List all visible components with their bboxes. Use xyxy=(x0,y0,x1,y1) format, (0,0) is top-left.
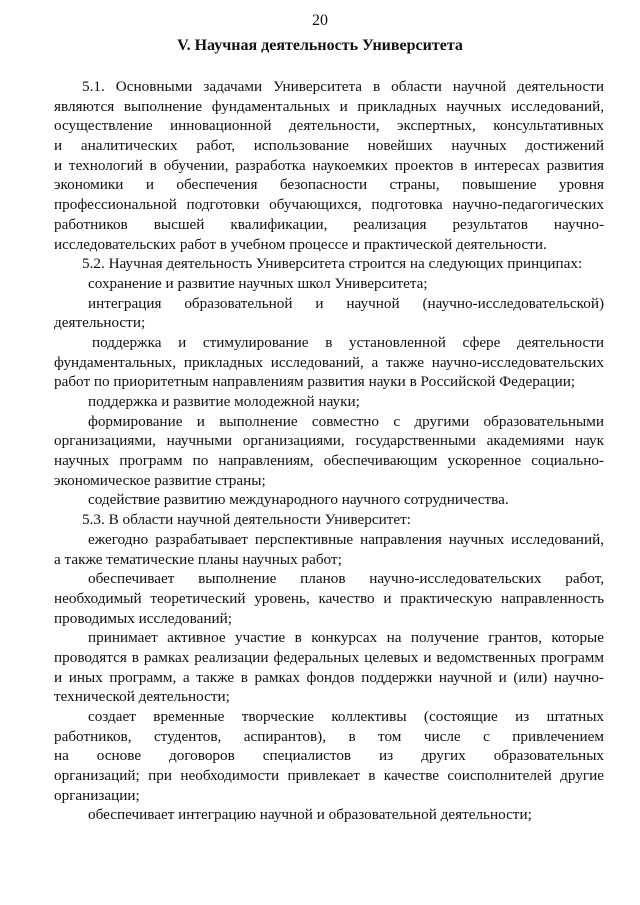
text-line: ежегодно разрабатывает перспективные направления научных исследований, xyxy=(88,530,604,548)
text-line: поддержка и развитие молодежной науки; xyxy=(88,393,360,410)
text-line: и аналитических работ, использование новейших научных достижений xyxy=(54,137,604,155)
text-line: необходимый теоретический уровень, качество и практическую направленность xyxy=(54,589,604,607)
text-line: организаций; при необходимости привлекает в качестве соисполнителей другие xyxy=(54,767,604,785)
text-line: поддержка и стимулирование в установленной сфере деятельности xyxy=(92,333,604,351)
text-line: экономическое развитие страны; xyxy=(54,471,266,489)
text-line: обеспечивает интеграцию научной и образовательной деятельности; xyxy=(88,806,532,824)
text-line: создает временные творческие коллективы (состоящие из штатных xyxy=(88,708,604,725)
text-line: проводятся в рамках реализации федеральных целевых и ведомственных программ xyxy=(54,648,604,666)
text-line: и технологий в обучении, разработка наукоемких проектов в интересах развития xyxy=(54,156,604,174)
text-line: научных программ по направлениям, обеспечивающим ускоренное социально- xyxy=(54,452,604,470)
text-line: организации; xyxy=(54,786,140,804)
text-line: 5.3. В области научной деятельности Университет: xyxy=(82,511,411,529)
text-line: осуществление инновационной деятельности, экспертных, консультативных xyxy=(54,117,604,135)
section-body xyxy=(54,77,604,825)
text-line: а также тематические планы научных работ; xyxy=(54,550,342,568)
text-line: экономики и обеспечения безопасности страны, повышение уровня xyxy=(54,176,604,194)
text-line: на основе договоров специалистов из других образовательных xyxy=(54,747,604,765)
text-line: сохранение и развитие научных школ Университета; xyxy=(88,274,428,292)
text-line: работ по приоритетным направлениям развития науки в Российской Федерации; xyxy=(54,373,576,391)
text-line: 5.2. Научная деятельность Университета строится на следующих принципах: xyxy=(82,255,583,273)
text-line: обеспечивает выполнение планов научно-исследовательских работ, xyxy=(88,570,604,588)
text-line: технической деятельности; xyxy=(54,688,230,706)
text-line: проводимых исследований; xyxy=(54,609,232,627)
text-line: деятельности; xyxy=(54,314,146,332)
text-line: профессиональной подготовки обучающихся, подготовка научно-педагогических xyxy=(54,196,604,214)
text-line: и иных программ, а также в рамках фондов поддержки научной и (или) научно- xyxy=(54,668,604,686)
text-line: организациями, научными организациями, государственными академиями наук xyxy=(54,432,604,450)
text-line: содействие развитию международного научного сотрудничества. xyxy=(88,491,509,509)
text-line: 5.1. Основными задачами Университета в области научной деятельности xyxy=(82,78,604,95)
text-line: работников, студентов, аспирантов), в том числе с привлечением xyxy=(54,727,604,745)
text-line: фундаментальных, прикладных исследований, а также научно-исследовательских xyxy=(54,353,604,371)
text-line: формирование и выполнение совместно с другими образовательными xyxy=(88,412,604,430)
text-line: интеграция образовательной и научной (научно-исследовательской) xyxy=(88,294,604,312)
section-heading: V. Научная деятельность Университета xyxy=(177,37,463,54)
text-line: принимает активное участие в конкурсах на получение грантов, которые xyxy=(88,629,604,647)
text-line: исследовательских работ в учебном процессе и практической деятельности. xyxy=(54,235,547,253)
text-line: являются выполнение фундаментальных и прикладных научных исследований, xyxy=(54,97,604,115)
page-number: 20 xyxy=(312,12,328,29)
text-line: работников высшей квалификации, реализация результатов научно- xyxy=(54,215,604,233)
